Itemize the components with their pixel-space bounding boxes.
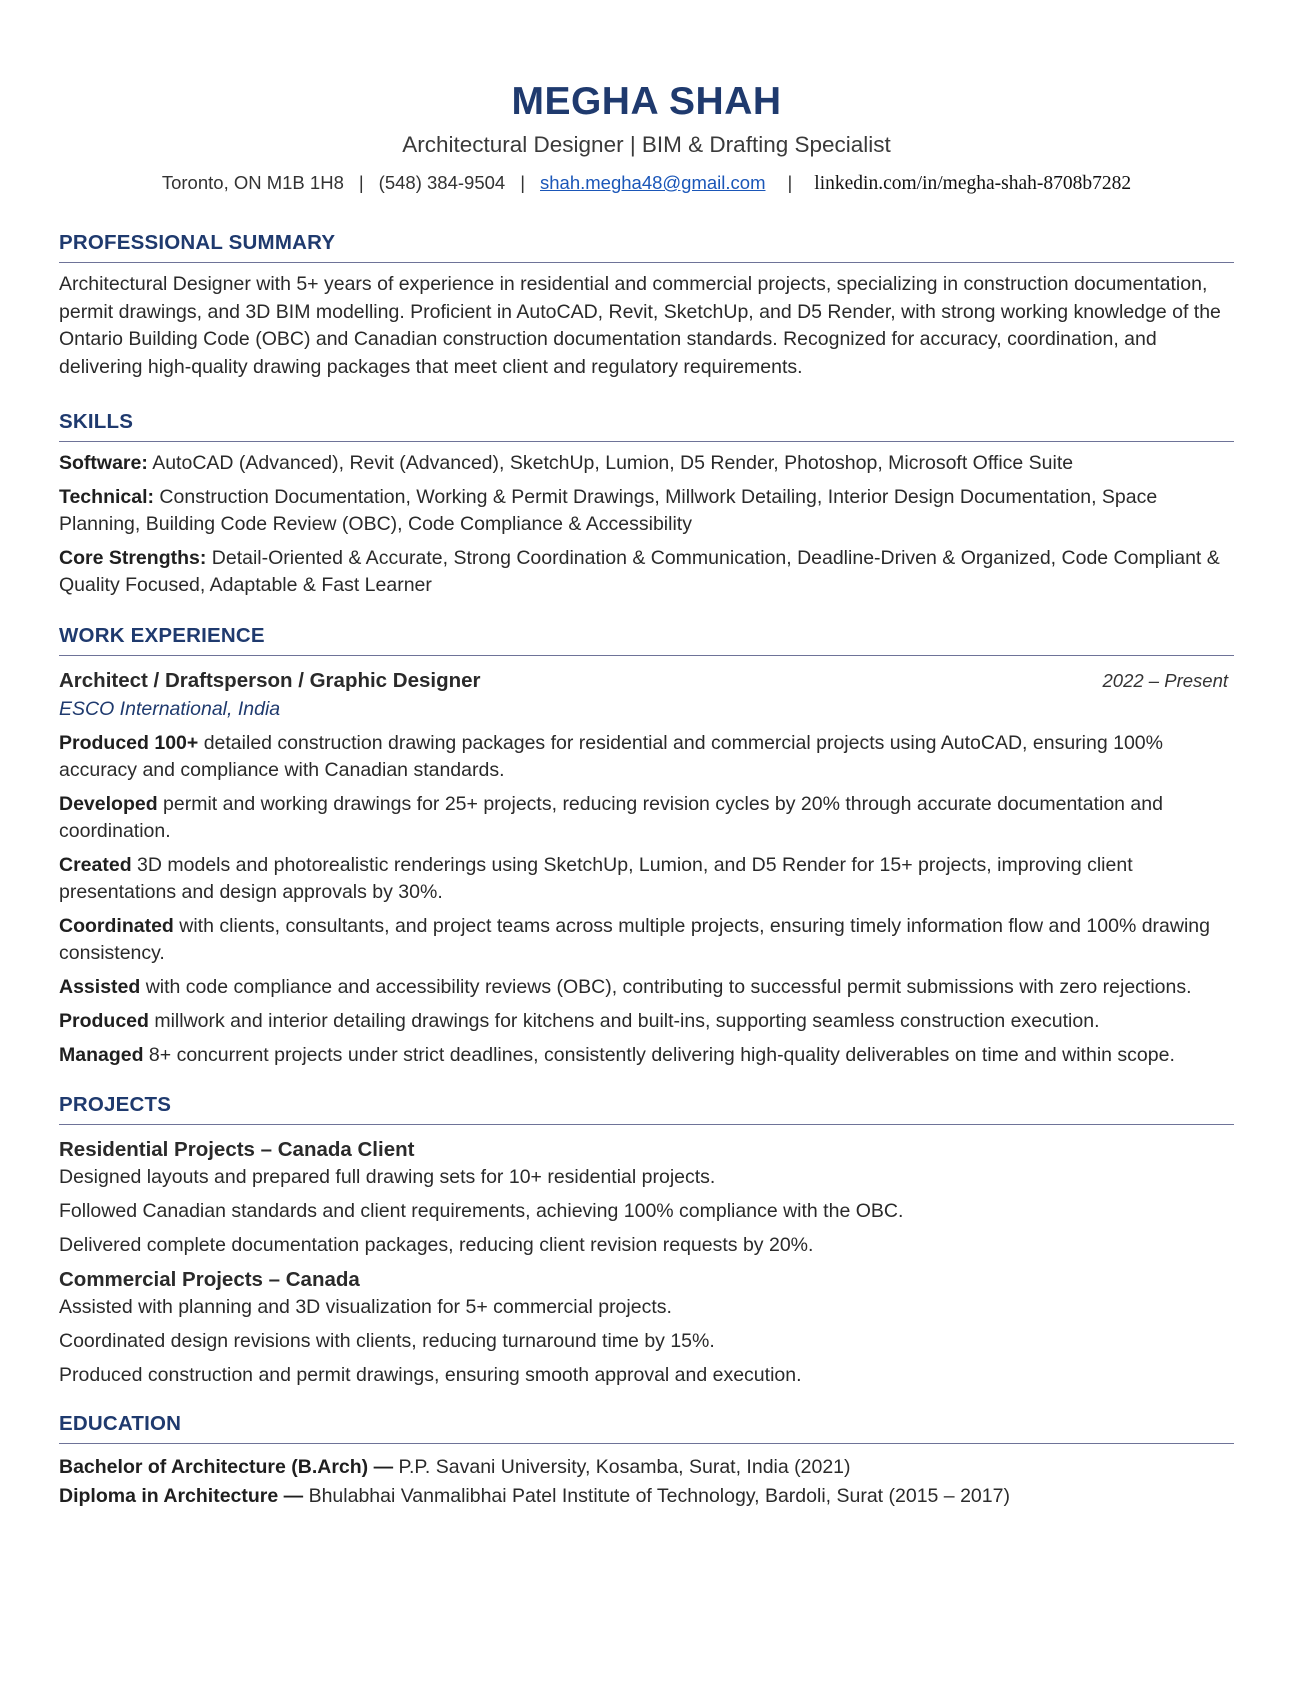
bullet-lead: Produced <box>59 1009 149 1032</box>
resume-page <box>59 78 1234 1511</box>
email-link[interactable]: shah.megha48@gmail.com <box>540 172 766 193</box>
phone-text: (548) 384-9504 <box>378 172 506 193</box>
bullet-lead: Produced 100+ <box>59 731 199 754</box>
project-line: Designed layouts and prepared full drawing sets for 10+ residential projects. <box>59 1165 716 1188</box>
contact-line <box>59 170 1234 197</box>
skill-label: Core Strengths: <box>59 546 207 569</box>
location-text: Toronto, ON M1B 1H8 <box>161 172 344 193</box>
education-item <box>59 1482 1234 1511</box>
section-title-skills: SKILLS <box>59 409 1234 442</box>
education-degree: Diploma in Architecture — <box>59 1484 304 1507</box>
skill-line-technical <box>59 484 1234 539</box>
experience-bullet <box>59 913 1234 967</box>
contact-separator: | <box>358 172 364 193</box>
projects-section <box>59 1092 1234 1389</box>
resume-header <box>59 78 1234 197</box>
education-section <box>59 1411 1234 1511</box>
linkedin-text: linkedin.com/in/megha-shah-8708b7282 <box>814 173 1132 194</box>
project-line: Assisted with planning and 3D visualization for 5+ commercial projects. <box>59 1295 672 1318</box>
job-dates: 2022 – Present <box>1102 669 1228 691</box>
skill-line-software <box>59 450 1234 478</box>
candidate-name: MEGHA SHAH <box>511 80 782 123</box>
experience-bullet <box>59 974 1234 1001</box>
project-group-title: Commercial Projects – Canada <box>59 1267 360 1291</box>
job-title: Architect / Draftsperson / Graphic Designer <box>59 668 481 692</box>
bullet-lead: Coordinated <box>59 914 174 937</box>
experience-bullet <box>59 791 1234 845</box>
project-line: Followed Canadian standards and client requirements, achieving 100% compliance with the OBC. <box>59 1199 904 1222</box>
education-item <box>59 1453 1234 1482</box>
skill-label: Software: <box>59 452 148 474</box>
experience-section <box>59 623 1234 1069</box>
skill-text: Construction Documentation, Working & Permit Drawings, Millwork Detailing, Interior Design Documentation, Space Planning, Building Code Review (OBC), Code Compliance & Accessibility <box>59 485 1158 535</box>
skill-label: Technical: <box>59 485 154 508</box>
candidate-tagline: Architectural Designer | BIM & Drafting Specialist <box>402 132 891 157</box>
project-group-title: Residential Projects – Canada Client <box>59 1137 415 1161</box>
section-title-education: EDUCATION <box>59 1411 1234 1444</box>
education-degree: Bachelor of Architecture (B.Arch) — <box>59 1455 394 1478</box>
skills-section <box>59 409 1234 600</box>
job-header <box>59 667 1234 695</box>
job-company: ESCO International, India <box>59 697 281 720</box>
project-line: Delivered complete documentation packages, reducing client revision requests by 20%. <box>59 1233 814 1256</box>
section-title-experience: WORK EXPERIENCE <box>59 623 1234 656</box>
section-title-projects: PROJECTS <box>59 1092 1234 1125</box>
summary-section <box>59 230 1234 381</box>
experience-bullet <box>59 1008 1234 1035</box>
contact-separator: | <box>520 172 525 193</box>
bullet-text: detailed construction drawing packages for residential and commercial projects using AutoCAD, ensuring 100% accuracy and compliance with Canadian standards. <box>59 731 1163 781</box>
bullet-lead: Assisted <box>59 975 141 998</box>
bullet-text: millwork and interior detailing drawings for kitchens and built-ins, supporting seamless construction execution. <box>148 1009 1100 1032</box>
skill-text: Detail-Oriented & Accurate, Strong Coordination & Communication, Deadline-Driven & Organized, Code Compliant & Quality Focused, Adaptable & Fast Learner <box>59 546 1220 596</box>
project-line: Produced construction and permit drawings, ensuring smooth approval and execution. <box>59 1363 802 1386</box>
experience-bullet <box>59 730 1234 784</box>
experience-bullet <box>59 852 1234 906</box>
bullet-lead: Developed <box>59 792 158 815</box>
summary-text: Architectural Designer with 5+ years of experience in residential and commercial projects, specializing in construction documentation, permit drawings, and 3D BIM modelling. Proficient in AutoCAD, Revit, SketchUp, and D5 Render, with strong working knowledge of the Ontario Building Code (OBC) and Canadian construction documentation standards. Recognized for accuracy, coordination, and delivering high-quality drawing packages that meet client and regulatory requirements. <box>59 273 1221 378</box>
bullet-text: with clients, consultants, and project teams across multiple projects, ensuring timely information flow and 100% drawing consistency. <box>59 914 1211 964</box>
project-line: Coordinated design revisions with clients, reducing turnaround time by 15%. <box>59 1329 715 1352</box>
education-detail: Bhulabhai Vanmalibhai Patel Institute of Technology, Bardoli, Surat (2015 – 2017) <box>303 1484 1010 1507</box>
bullet-text: 8+ concurrent projects under strict deadlines, consistently delivering high-quality deliverables on time and within scope. <box>143 1043 1175 1066</box>
section-title-summary: PROFESSIONAL SUMMARY <box>59 230 1234 263</box>
bullet-text: 3D models and photorealistic renderings using SketchUp, Lumion, and D5 Render for 15+ projects, improving client presentations and design approvals by 30%. <box>59 853 1133 903</box>
skill-text: AutoCAD (Advanced), Revit (Advanced), SketchUp, Lumion, D5 Render, Photoshop, Microsoft Office Suite <box>147 452 1074 474</box>
contact-separator: | <box>787 172 793 193</box>
experience-bullet <box>59 1042 1234 1069</box>
bullet-text: with code compliance and accessibility reviews (OBC), contributing to successful permit submissions with zero rejections. <box>140 975 1192 998</box>
bullet-lead: Created <box>59 853 132 876</box>
education-detail: P.P. Savani University, Kosamba, Surat, India (2021) <box>393 1455 851 1478</box>
bullet-lead: Managed <box>59 1043 144 1066</box>
bullet-text: permit and working drawings for 25+ projects, reducing revision cycles by 20% through accurate documentation and coordination. <box>59 792 1163 842</box>
skill-line-core-strengths <box>59 545 1234 600</box>
